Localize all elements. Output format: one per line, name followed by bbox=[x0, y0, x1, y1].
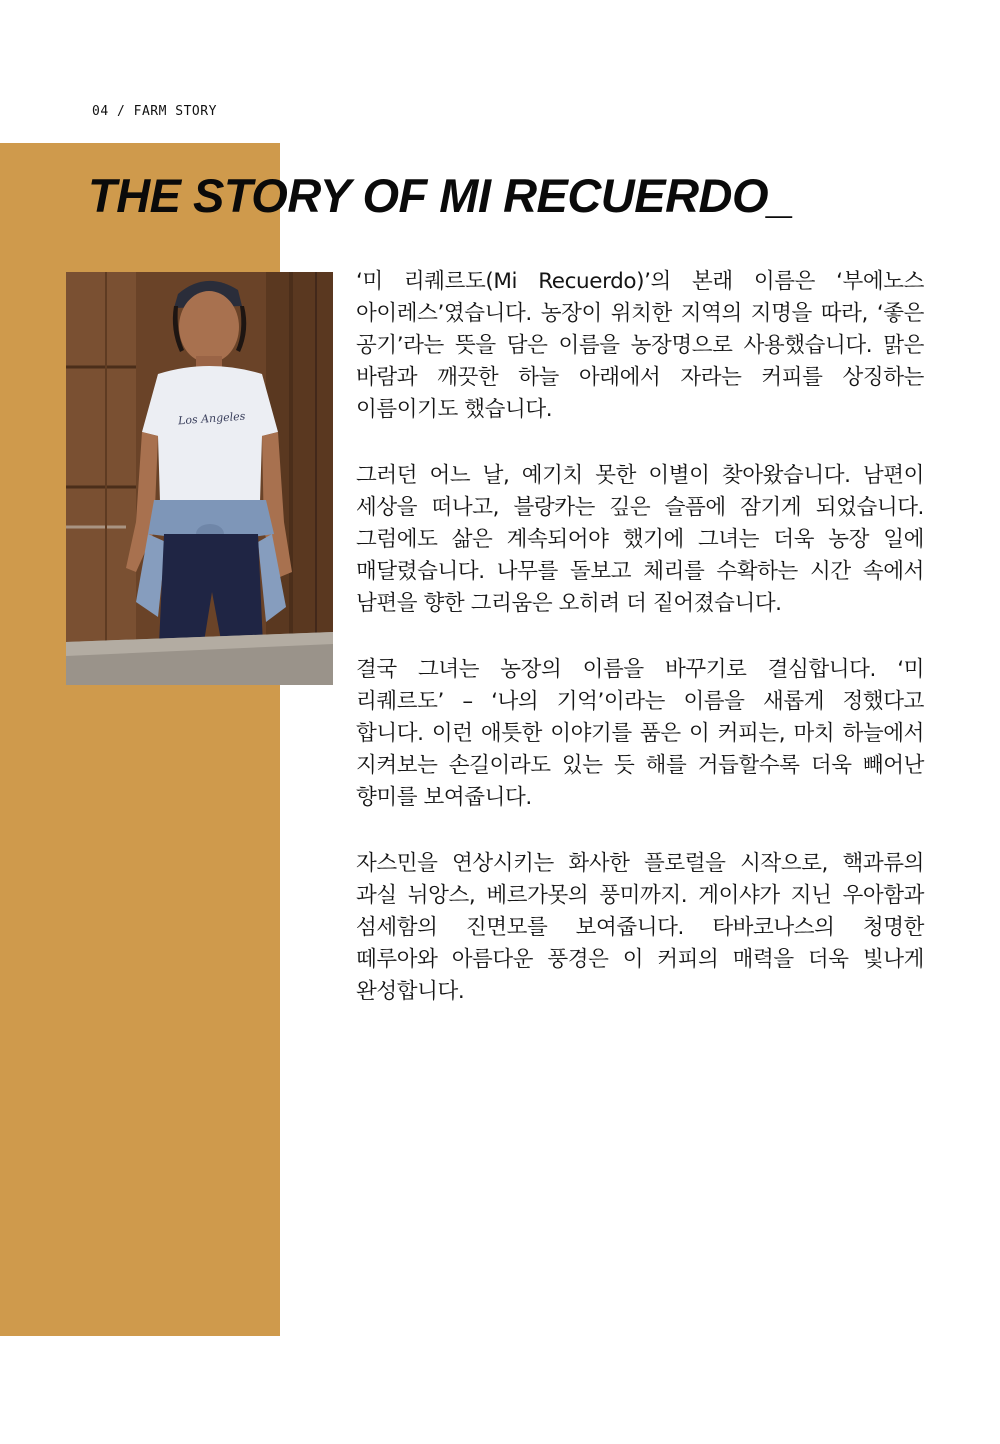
story-paragraph-3: 결국 그녀는 농장의 이름을 바꾸기로 결심합니다. ‘미 리퀘르도’ – ‘나의 기억’이라는 이름을 새롭게 정했다고 합니다. 이런 애틋한 이야기를 품은 이 커피는, 마치 하늘에서 지켜보는 손길이라도 있는 듯 해를 거듭할수록 더욱 빼어난 향미를 보여줍니다. bbox=[356, 657, 924, 810]
farmer-photo bbox=[66, 272, 333, 685]
story-paragraph-1: ‘미 리퀘르도(Mi Recuerdo)’의 본래 이름은 ‘부에노스 아이레스’였습니다. 농장이 위치한 지역의 지명을 따라, ‘좋은 공기’라는 뜻을 담은 이름을 농장명으로 사용했습니다. 맑은 바람과 깨끗한 하늘 아래에서 자라는 커피를 상징하는 이름이기도 했습니다. bbox=[356, 269, 924, 422]
story-body bbox=[356, 266, 924, 1042]
shirt-print-text: Los Angeles bbox=[177, 409, 246, 428]
page-title: THE STORY OF MI RECUERDO_ bbox=[88, 169, 794, 222]
section-label: 04 / FARM STORY bbox=[92, 104, 217, 119]
story-paragraph-2: 그러던 어느 날, 예기치 못한 이별이 찾아왔습니다. 남편이 세상을 떠나고, 블랑카는 깊은 슬픔에 잠기게 되었습니다. 그럼에도 삶은 계속되어야 했기에 그녀는 더욱 농장 일에 매달렸습니다. 나무를 돌보고 체리를 수확하는 시간 속에서 남편을 향한 그리움은 오히려 더 짙어졌습니다. bbox=[356, 463, 924, 616]
story-paragraph-4: 자스민을 연상시키는 화사한 플로럴을 시작으로, 핵과류의 과실 뉘앙스, 베르가못의 풍미까지. 게이샤가 지닌 우아함과 섬세함의 진면모를 보여줍니다. 타바코나스의 청명한 떼루아와 아름다운 풍경은 이 커피의 매력을 더욱 빛나게 완성합니다. bbox=[356, 851, 924, 1004]
